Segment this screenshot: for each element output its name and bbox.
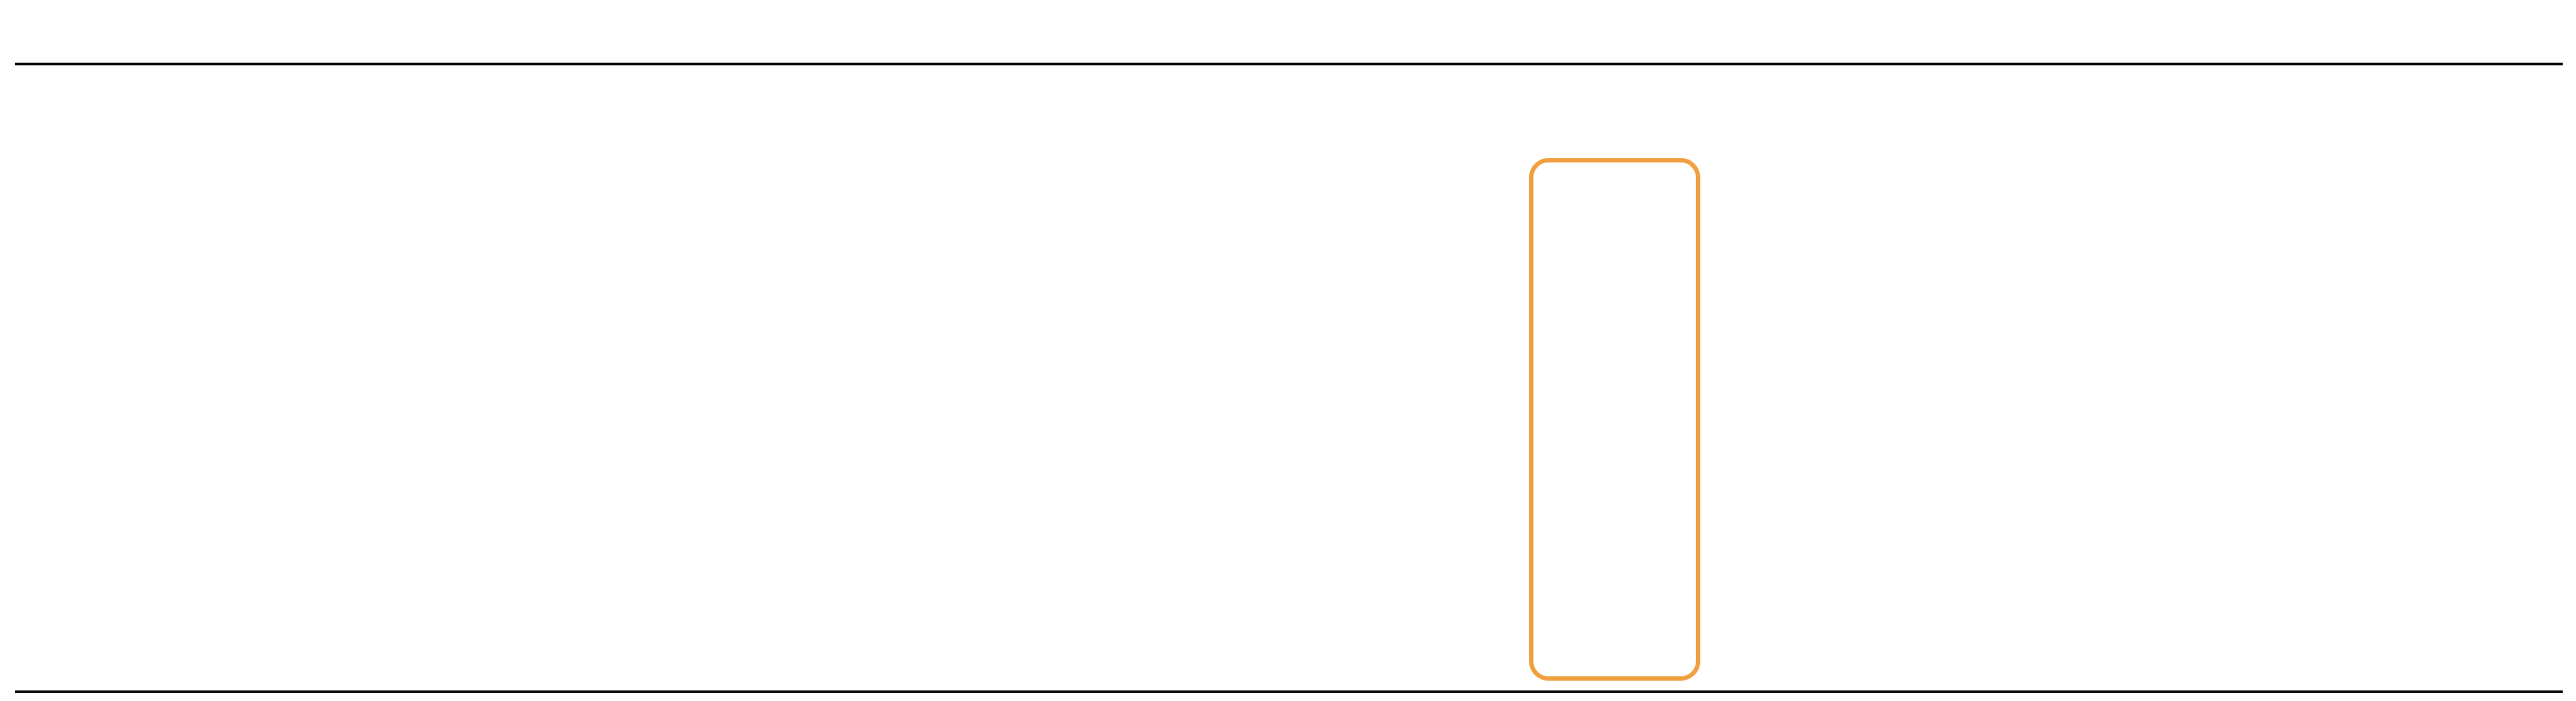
male-column-highlight <box>1529 158 1700 681</box>
bottom-rule <box>15 690 2563 693</box>
top-rule <box>15 63 2563 65</box>
